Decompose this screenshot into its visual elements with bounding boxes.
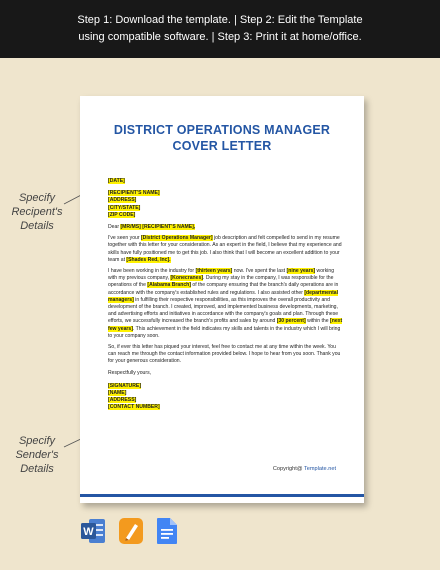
instructions-banner: [0, 0, 440, 58]
years-placeholder: [nine years]: [286, 268, 316, 275]
branch-placeholder: [Alabama Branch]: [147, 282, 191, 289]
previous-company-placeholder: [Konecranes]: [170, 275, 204, 282]
company-placeholder: [Shades Red, Inc].: [126, 256, 171, 263]
date-placeholder: [DATE]: [108, 178, 125, 184]
letter-title-line-2: COVER LETTER: [172, 139, 272, 153]
text-segment: job description and felt compelled to send in my resume together with this letter for your consideration. As an expert in the field, I believe that my experience and skills have fully positioned me to get this job. I also think that I will become an excellent addition to your team at: [108, 235, 342, 263]
letter-page: [80, 96, 364, 503]
word-letter: W: [83, 526, 94, 538]
text-segment: within the: [305, 318, 331, 325]
text-segment: . During my stay in the company, I was responsible for the operations of the: [108, 275, 334, 289]
sender-name: [NAME]: [108, 390, 127, 397]
text-segment: of the company ensuring that the branch's daily operations are in accordance with the company's established rules and regulations. I also assisted other: [108, 282, 339, 296]
letter-title-line-1: DISTRICT OPERATIONS MANAGER: [113, 123, 331, 137]
department-placeholder: [departmental managers]: [108, 289, 339, 303]
timeframe-placeholder: [next few years]: [108, 318, 343, 332]
percent-placeholder: [30 percent]: [276, 318, 306, 325]
text-segment: I've seen your: [108, 235, 141, 242]
text-segment: in fulfilling their respective responsibilities, as this improves the overall productivity and development of the branch. I created, improved, and implemented business developments, marketing, and advertising efforts and initiatives in accordance with the company's goals and plan. Through these efforts, we successfully increased the branch's profits and sales by around: [108, 296, 339, 325]
recipient-block: [108, 190, 344, 219]
text-segment: I have been working in the industry for: [108, 268, 196, 275]
signature-placeholder: [SIGNATURE]: [108, 382, 142, 389]
annotation-line: Details: [20, 220, 54, 232]
sender-contact: [CONTACT NUMBER]: [108, 404, 160, 411]
annotation-line: Sender's: [15, 449, 59, 461]
annotation-line: Recipent's: [11, 206, 63, 218]
text-segment: now. I've spent the last: [232, 268, 287, 275]
annotation-line: Specify: [18, 435, 56, 447]
google-docs-icon[interactable]: [156, 517, 178, 550]
date-block: [108, 178, 344, 185]
paragraph-3: So, if ever this letter has piqued your interest, feel free to contact me at any time within the week. You can reach me through the contact information provided below. I hope to hear from you soon. Thank you for your generous consideration.: [108, 344, 341, 365]
years-placeholder: [thirteen years]: [195, 268, 233, 275]
paragraph-2: [108, 268, 344, 340]
annotation-line: Specify: [18, 192, 56, 204]
position-placeholder: [District Operations Manager]: [140, 235, 213, 242]
letter-body: [108, 178, 344, 417]
instructions-line-1: Step 1: Download the template. | Step 2: Edit the Template: [77, 14, 363, 26]
word-icon[interactable]: [80, 517, 106, 550]
annotation-line: Details: [20, 463, 54, 475]
recipient-name: [RECIPIENT'S NAME]: [108, 190, 160, 197]
recipient-annotation: [6, 191, 68, 233]
sender-address: [ADDRESS]: [108, 397, 137, 404]
closing: Respectfully yours,: [108, 369, 152, 376]
text-segment: . This achievement in the field indicates my skills and talents in the industry which I will bring to your company soon.: [108, 325, 341, 339]
pages-icon[interactable]: [118, 517, 144, 550]
brand-link[interactable]: Template.net: [303, 466, 336, 472]
paragraph-1: [108, 235, 344, 264]
salutation: [108, 224, 344, 231]
text-segment: working with my previous company,: [108, 268, 335, 282]
sender-block: [108, 383, 344, 412]
page-bottom-bar: [80, 494, 364, 497]
sender-annotation: [6, 434, 68, 476]
recipient-zip: [ZIP CODE]: [108, 211, 136, 218]
instructions-line-2: using compatible software. | Step 3: Print it at home/office.: [78, 31, 362, 43]
copyright-text: Copyright@: [272, 466, 304, 472]
salutation-name: [MR/MS] [RECIPIENT'S NAME],: [120, 224, 196, 231]
salutation-prefix: Dear: [108, 224, 121, 231]
recipient-address: [ADDRESS]: [108, 197, 137, 204]
recipient-city-state: [CITY/STATE]: [108, 204, 141, 211]
copyright-footer: [273, 466, 336, 472]
